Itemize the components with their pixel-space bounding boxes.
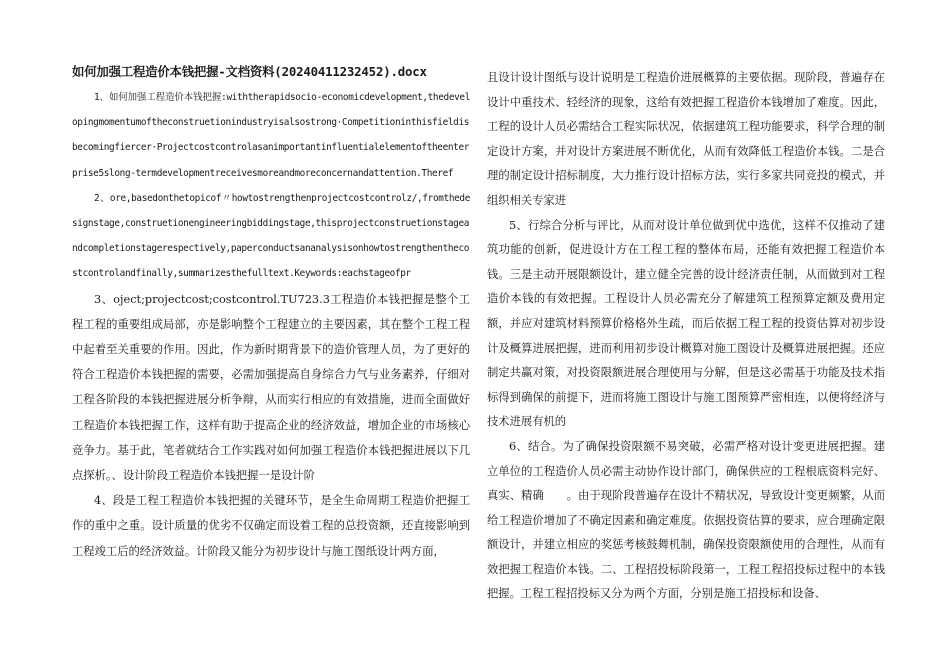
paragraph-1: 1、如何加强工程造价本钱把握:withtherapidsocio-economicdevelopment,thedevelopingmomentumoftheconstruetionindustryisalsostrong·Competitioninthisfieldisbecomingfiercer·Projectcostcontrolasanimportantinfluentialelementoftheenterprise5slong-termdevelopmentreceivesmoreandmoreconcernandattention.Theref: [72, 92, 470, 179]
paragraph-6: 6、结合。为了确保投资限额不易突破，必需严格对设计变更进展把握。建立单位的工程造价人员必需主动协作设计部门，确保供应的工程根底资料完好、真实、精确 。由于现阶段普遍存在设计不精状况，导致设计变更频繁，从而给工程造价增加了不确定因素和确定难度。依据投资估算的要求，应合理确定限额设计，并建立相应的奖惩考核鼓舞机制，确保投资限额使用的合理性，从而有效把握工程造价本钱。二、工程招投标阶段第一，工程工程招投标过程中的本钱把握。工程工程招投标又分为两个方面，分别是施工招投标和设备、: [487, 439, 885, 601]
paragraph-3: 3、oject;projectcost;costcontrol.TU723.3工程造价本钱把握是整个工程工程的重要组成局部，亦是影响整个工程建立的主要因素，其在整个工程工程中起着至关重要的作用。因此，作为新时期背景下的造价管理人员，为了更好的符合工程造价本钱把握的需要，必需加强提高自身综合力气与业务素养，仔细对工程各阶段的本钱把握进展分析争辩，从而实行相应的有效措施，进而全面做好工程造价本钱把握工作，这样有助于提高企业的经济效益，增加企业的市场核心竞争力。基于此，笔者就结合工作实践对如何加强工程造价本钱把握进展以下几点探析。、设计阶段工程造价本钱把握一是设计阶: [72, 292, 470, 483]
left-column: [72, 62, 470, 564]
paragraph-continued: 且设计设计图纸与设计说明是工程造价进展概算的主要依据。现阶段，普遍存在设计中重技术、轻经济的现象，这给有效把握工程造价本钱增加了难度。因此，工程的设计人员必需结合工程实际状况，依据建筑工程功能要求，科学合理的制定设计方案，并对设计方案进展不断优化，从而有效降低工程造价本钱。二是合理的制定设计招标制度，大力推行设计招标方法，实行多家共同竞投的模式，并组织相关专家进: [487, 71, 885, 207]
paragraph-5: 5、行综合分析与评比，从而对设计单位做到优中选优，这样不仅推动了建筑功能的创新，促进设计方在工程工程的整体布局，还能有效把握工程造价本钱。三是主动开展限额设计，建立健全完善的设计经济责任制，从而做到对工程造价本钱的有效把握。工程设计人员必需充分了解建筑工程预算定额及费用定额，并应对建筑材料预算价格格外生疏，而后依据工程工程的投资估算对初步设计及概算进展把握，进而利用初步设计概算对施工图设计及概算进展把握。还应制定共赢对策，对投资限额进展合理使用与分解，但是这必需基于功能及技术指标得到确保的前提下，进而将施工图设计与施工图预算严密相连，以便将经济与技术进展有机的: [487, 218, 885, 429]
document-title: 如何加强工程造价本钱把握-文档资料(20240411232452).docx: [72, 64, 427, 79]
paragraph-4: 4、段是工程工程造价本钱把握的关键环节，是全生命周期工程造价把握工作的重中之重。设计质量的优劣不仅确定而设着工程的总投资额，还直接影响到工程竣工后的经济效益。计阶段又能分为初步设计与施工图纸设计两方面，: [72, 494, 470, 558]
right-column: [487, 66, 885, 607]
paragraph-2: 2、ore,basedonthetopicof〃howtostrengthenprojectcostcontrolz/,fromthedesignstage,construetionengineeringbiddingstage,thisprojectconstruetionstageandcompletionstagerespectively,paperconductsananalysisonhowtostrengthenthecostcontrolandfinally,summarizesthefulltext.Keywords:eachstageofpr: [72, 192, 470, 280]
